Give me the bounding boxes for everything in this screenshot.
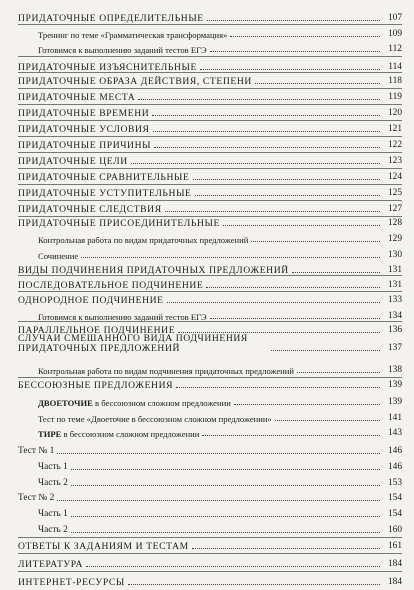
toc-entry-title: Часть 1 <box>38 509 68 519</box>
toc-entry-page: 125 <box>387 188 402 199</box>
toc-entry-page: 124 <box>387 172 402 183</box>
toc-entry-page: 107 <box>387 13 402 24</box>
separator-line <box>18 72 402 73</box>
toc-entry-title: Готовимся к выполнению заданий тестов ЕГЭ <box>38 311 207 322</box>
toc-entry-page: 138 <box>387 365 402 375</box>
toc-entry-page: 130 <box>387 250 402 260</box>
toc-entry <box>18 173 402 183</box>
toc-entry-title-rest: в бессоюзном сложном предложении <box>92 397 231 408</box>
dot-leader <box>131 163 380 164</box>
toc-entry-page: 129 <box>387 234 402 244</box>
separator-line <box>18 321 402 322</box>
toc-entry-title: Контрольная работа по видам подчинения придаточных предложений <box>38 365 294 376</box>
separator-line <box>18 537 402 538</box>
dot-leader <box>153 131 380 132</box>
toc-entry <box>18 560 402 570</box>
toc-entry-title: ОТВЕТЫ К ЗАДАНИЯМ И ТЕСТАМ <box>18 541 189 552</box>
dot-leader <box>202 435 380 436</box>
dot-leader <box>207 20 380 21</box>
toc-entry-title <box>38 399 231 408</box>
separator-line <box>18 216 402 217</box>
toc-entry <box>18 125 402 135</box>
toc-entry-title-emphasis: ДВОЕТОЧИЕ <box>38 397 93 408</box>
dot-leader <box>210 318 380 319</box>
toc-entry-page: 160 <box>387 525 402 535</box>
separator-line <box>18 291 402 292</box>
dot-leader <box>71 485 380 486</box>
toc-entry <box>18 30 402 40</box>
separator-line <box>18 104 402 105</box>
toc-entry-page: 128 <box>387 218 402 229</box>
toc-entry-page: 184 <box>387 559 402 570</box>
toc-entry-title: ПРИДАТОЧНЫЕ СРАВНИТЕЛЬНЫЕ <box>18 172 190 183</box>
toc-entry <box>18 494 402 504</box>
toc-entry-title: ИНТЕРНЕТ-РЕСУРСЫ <box>18 577 125 588</box>
dot-leader <box>57 453 380 454</box>
dot-leader <box>86 566 380 567</box>
dot-leader <box>128 584 380 585</box>
toc-entry-page: 119 <box>388 92 402 103</box>
toc-entry-page: 143 <box>387 428 402 438</box>
toc-entry-page: 184 <box>387 577 402 588</box>
toc-entry-page: 114 <box>388 62 402 73</box>
toc-entry <box>18 251 402 261</box>
toc-entry-page: 153 <box>387 478 402 488</box>
toc-entry-page: 137 <box>387 343 402 354</box>
toc-entry-title: ПРИДАТОЧНЫЕ ПРИЧИНЫ <box>18 140 152 151</box>
toc-entry-title: ПРИДАТОЧНЫЕ СЛЕДСТВИЯ <box>18 204 162 215</box>
separator-line <box>18 120 402 121</box>
toc-entry-page: 120 <box>387 108 402 119</box>
toc-entry-page: 123 <box>387 156 402 167</box>
toc-entry-title: ПАРАЛЛЕЛЬНОЕ ПОДЧИНЕНИЕ <box>18 325 176 336</box>
toc-entry-page: 139 <box>387 380 402 391</box>
toc-entry-title: ПРИДАТОЧНЫЕ ЦЕЛИ <box>18 156 128 167</box>
separator-line <box>18 553 402 554</box>
toc-entry-page: 131 <box>387 265 402 276</box>
toc-entry <box>18 429 402 439</box>
toc-entry <box>18 45 402 55</box>
toc-entry-page: 121 <box>387 124 402 135</box>
toc-entry <box>18 479 402 489</box>
dot-leader <box>193 179 381 180</box>
dot-leader <box>165 211 380 212</box>
toc-entry <box>18 109 402 119</box>
dot-leader <box>81 257 380 258</box>
toc-entry-title: Тест по теме «Двоеточие в бессоюзном сложном предложении» <box>38 413 272 424</box>
toc-entry-title: Тест № 2 <box>18 493 55 503</box>
separator-line <box>18 56 402 57</box>
toc-entry <box>18 93 402 103</box>
separator-line <box>18 24 402 25</box>
toc-entry-title: ПРИДАТОЧНЫЕ ОПРЕДЕЛИТЕЛЬНЫЕ <box>18 13 204 24</box>
dot-leader <box>71 532 380 533</box>
dot-leader <box>176 387 380 388</box>
toc-entry <box>18 381 402 391</box>
dot-leader <box>206 287 380 288</box>
toc-entry-title: БЕССОЮЗНЫЕ ПРЕДЛОЖЕНИЯ <box>18 380 174 391</box>
toc-entry-page: 133 <box>387 295 402 306</box>
separator-line <box>18 152 402 153</box>
toc-entry-title: Сочинение <box>38 250 79 261</box>
toc-entry <box>18 157 402 167</box>
toc-entry-page: 139 <box>387 397 402 407</box>
toc-entry-title: ПРИДАТОЧНЫЕ ИЗЪЯСНИТЕЛЬНЫЕ <box>18 62 197 73</box>
dot-leader <box>192 548 380 549</box>
toc-entry <box>18 542 402 552</box>
separator-line <box>18 168 402 169</box>
dot-leader <box>230 36 380 37</box>
toc-entry-title: ПРИДАТОЧНЫЕ УСЛОВИЯ <box>18 124 150 135</box>
dot-leader <box>167 302 380 303</box>
toc-entry-title: ПРИДАТОЧНЫЕ МЕСТА <box>18 92 136 103</box>
toc-entry <box>18 526 402 536</box>
toc-entry-title: Контрольная работа по видам придаточных предложений <box>38 234 249 245</box>
dot-leader <box>234 404 380 405</box>
toc-entry-page: 141 <box>387 413 402 423</box>
toc-entry-title: ЛИТЕРАТУРА <box>18 559 84 570</box>
toc-entry-page: 154 <box>387 509 402 519</box>
toc-entry-title: Тренинг по теме «Грамматическая трансформация» <box>38 29 228 40</box>
toc-entry-page: 127 <box>387 204 402 215</box>
dot-leader <box>271 350 380 351</box>
toc-entry <box>18 77 402 87</box>
toc-entry-title: ПРИДАТОЧНЫЕ УСТУПИТЕЛЬНЫЕ <box>18 188 192 199</box>
toc-entry <box>18 141 402 151</box>
toc-entry-title: Тест № 1 <box>18 446 55 456</box>
toc-entry-title: ВИДЫ ПОДЧИНЕНИЯ ПРИДАТОЧНЫХ ПРЕДЛОЖЕНИЙ <box>18 265 289 276</box>
toc-entry <box>18 296 402 306</box>
toc-entry <box>18 334 402 354</box>
separator-line <box>18 136 402 137</box>
dot-leader <box>275 420 380 421</box>
toc-entry-title-rest: в бессоюзном сложном предложении <box>61 428 200 439</box>
toc-entry <box>18 366 402 376</box>
dot-leader <box>154 147 380 148</box>
dot-leader <box>297 372 380 373</box>
toc-entry <box>18 219 402 229</box>
toc-entry <box>18 398 402 408</box>
toc-entry-page: 122 <box>387 140 402 151</box>
toc-entry-title: ПРИДАТОЧНЫЕ ПРИСОЕДИНИТЕЛЬНЫЕ <box>18 218 220 229</box>
toc-entry-page: 134 <box>387 311 402 321</box>
dot-leader <box>200 69 380 70</box>
separator-line <box>18 88 402 89</box>
dot-leader <box>71 469 380 470</box>
toc-entry-page: 131 <box>387 280 402 291</box>
toc-entry-page: 136 <box>387 325 402 336</box>
toc-entry-title: Часть 1 <box>38 462 68 472</box>
toc-entry-title-emphasis: ТИРЕ <box>38 428 62 439</box>
toc-entry <box>18 205 402 215</box>
toc-entry-page: 109 <box>387 29 402 39</box>
separator-line <box>18 275 402 276</box>
dot-leader <box>223 225 380 226</box>
toc-entry-title: СЛУЧАИ СМЕШАННОГО ВИДА ПОДЧИНЕНИЯ ПРИДАТОЧНЫХ ПРЕДЛОЖЕНИЙ <box>18 333 248 355</box>
dot-leader <box>292 272 380 273</box>
toc-entry <box>18 14 402 24</box>
toc-entry <box>18 281 402 291</box>
separator-line <box>18 377 402 378</box>
toc-entry-page: 146 <box>387 446 402 456</box>
toc-entry-page: 154 <box>387 493 402 503</box>
toc-entry-title: ПОСЛЕДОВАТЕЛЬНОЕ ПОДЧИНЕНИЕ <box>18 280 204 291</box>
toc-entry <box>18 447 402 457</box>
toc-entry-title: Готовимся к выполнению заданий тестов ЕГЭ <box>38 44 207 55</box>
toc-entry <box>18 463 402 473</box>
dot-leader <box>57 500 380 501</box>
toc-entry <box>18 414 402 424</box>
toc-entry-title: ПРИДАТОЧНЫЕ ОБРАЗА ДЕЙСТВИЯ, СТЕПЕНИ <box>18 76 252 87</box>
toc-entry <box>18 235 402 245</box>
dot-leader <box>251 241 380 242</box>
toc-entry <box>18 578 402 588</box>
toc-entry-page: 146 <box>387 462 402 472</box>
toc-entry-title <box>38 430 199 439</box>
toc-entry-title: Часть 2 <box>38 478 68 488</box>
dot-leader <box>152 115 380 116</box>
toc-entry-title: ПРИДАТОЧНЫЕ ВРЕМЕНИ <box>18 108 150 119</box>
toc-entry-page: 161 <box>387 541 402 552</box>
dot-leader <box>210 51 380 52</box>
dot-leader <box>255 83 380 84</box>
toc-entry-title: ОДНОРОДНОЕ ПОДЧИНЕНИЕ <box>18 295 164 306</box>
separator-line <box>18 200 402 201</box>
toc-entry <box>18 510 402 520</box>
toc-entry-page: 112 <box>388 44 402 54</box>
separator-line <box>18 184 402 185</box>
toc-entry-page: 118 <box>388 76 402 87</box>
toc-entry <box>18 189 402 199</box>
toc-entry-title: Часть 2 <box>38 525 68 535</box>
separator-line <box>18 571 402 572</box>
dot-leader <box>138 99 380 100</box>
dot-leader <box>71 516 380 517</box>
dot-leader <box>195 195 381 196</box>
